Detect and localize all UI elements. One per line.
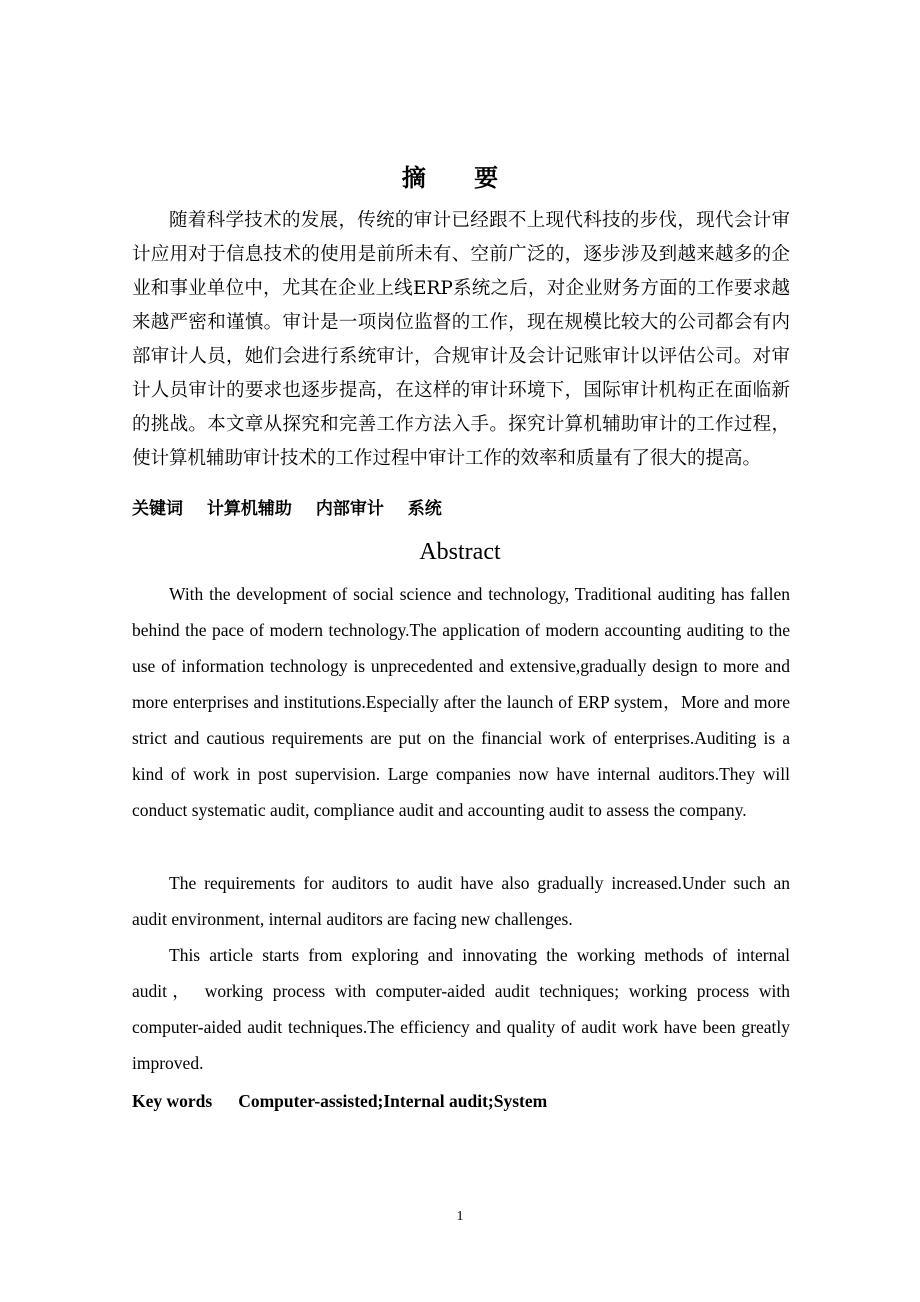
chinese-keyword-item: 系统 xyxy=(407,499,442,519)
chinese-keyword-item: 内部审计 xyxy=(315,499,384,519)
chinese-keywords xyxy=(132,496,790,522)
english-abstract-paragraph: With the development of social science and technology, Traditional auditing has fallen behind the pace of modern technology.The application of modern accounting auditing to the use of information technology is unprecedented and extensive,gradually design to more and more enterprises and institutions.Especially after the launch of ERP system，More and more strict and cautious requirements are put on the financial work of enterprises.Auditing is a kind of work in post supervision. Large companies now have internal auditors.They will conduct systematic audit, compliance audit and accounting audit to assess the company. xyxy=(132,584,790,820)
english-keywords-value: Computer-assisted;Internal audit;System xyxy=(238,1091,548,1111)
english-keywords-label: Key words xyxy=(132,1091,213,1111)
english-abstract-paragraph: The requirements for auditors to audit have also gradually increased.Under such an audit environment, internal auditors are facing new challenges. xyxy=(132,873,790,929)
english-abstract-paragraph: This article starts from exploring and innovating the working methods of internal audit， working process with computer-aided audit techniques; working process with computer-aided audit techniques.The efficiency and quality of audit work have been greatly improved. xyxy=(132,945,790,1073)
english-keywords xyxy=(132,1087,790,1115)
english-abstract-title: Abstract xyxy=(419,539,501,565)
chinese-keywords-label: 关键词 xyxy=(132,499,183,519)
page-number: 1 xyxy=(456,1209,464,1224)
chinese-abstract-title: 摘 要 xyxy=(401,164,519,192)
chinese-keyword-item: 计算机辅助 xyxy=(206,499,292,519)
chinese-abstract-body: 随着科学技术的发展，传统的审计已经跟不上现代科技的步伐，现代会计审计应用对于信息技术的使用是前所未有、空前广泛的，逐步涉及到越来越多的企业和事业单位中，尤其在企业上线ERP系统之后，对企业财务方面的工作要求越来越严密和谨慎。审计是一项岗位监督的工作，现在规模比较大的公司都会有内部审计人员，她们会进行系统审计，合规审计及会计记账审计以评估公司。对审计人员审计的要求也逐步提高，在这样的审计环境下，国际审计机构正在面临新的挑战。本文章从探究和完善工作方法入手。探究计算机辅助审计的工作过程，使计算机辅助审计技术的工作过程中审计工作的效率和质量有了很大的提高。 xyxy=(132,210,790,469)
